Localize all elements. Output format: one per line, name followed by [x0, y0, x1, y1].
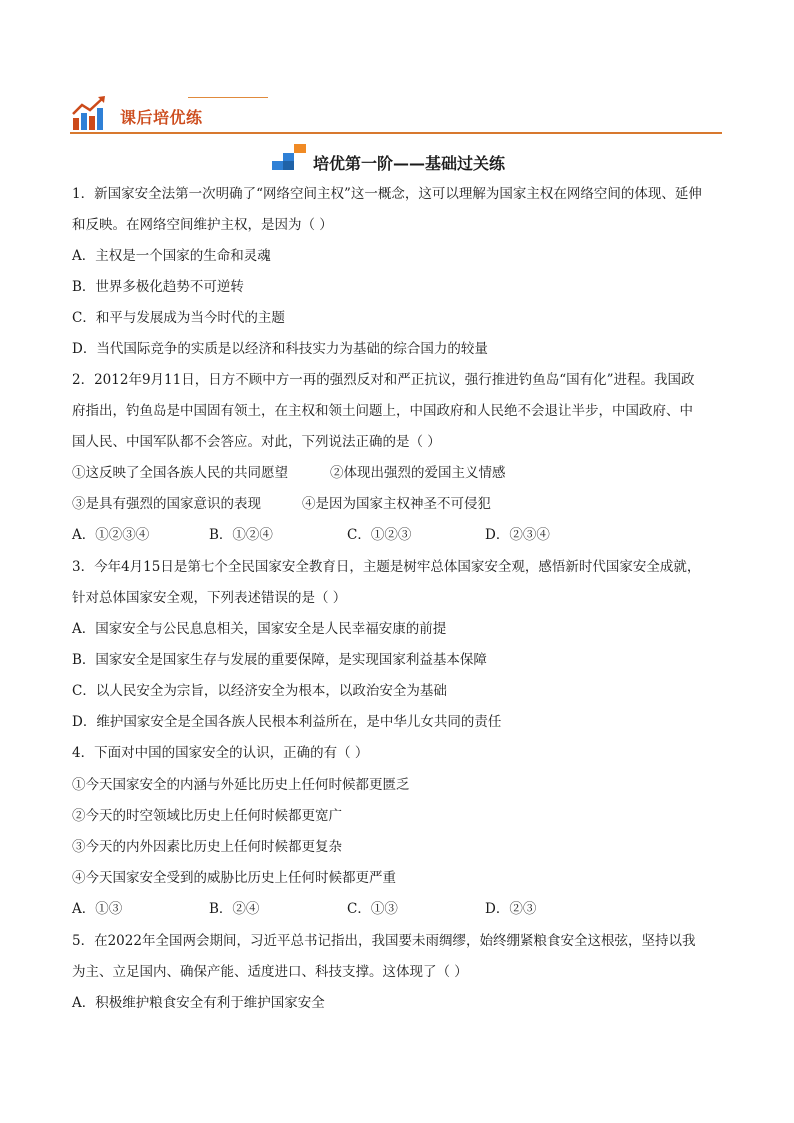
question-2-stem-line-1: 2．2012年9月11日，日方不顾中方一再的强烈反对和严正抗议，强行推进钓鱼岛“国有化”进程。我国政	[72, 372, 695, 388]
question-4-statement-3: ③今天的内外因素比历史上任何时候都更复杂	[72, 839, 342, 855]
question-1-option-d: D．当代国际竞争的实质是以经济和科技实力为基础的综合国力的较量	[72, 341, 488, 357]
question-3-option-a: A．国家安全与公民息息相关，国家安全是人民幸福安康的前提	[72, 621, 447, 637]
question-2-stem-line-3: 国人民、中国军队都不会答应。对此，下列说法正确的是（ ）	[72, 434, 441, 450]
question-4-option-b: B．②④	[209, 901, 260, 917]
header-rule	[70, 132, 722, 134]
question-3-option-b: B．国家安全是国家生存与发展的重要保障，是实现国家利益基本保障	[72, 652, 487, 668]
question-2-option-d: D．②③④	[485, 527, 550, 543]
question-1-option-a: A．主权是一个国家的生命和灵魂	[72, 248, 271, 264]
question-4-statement-2: ②今天的时空领域比历史上任何时候都更宽广	[72, 808, 342, 824]
question-5-option-a: A．积极维护粮食安全有利于维护国家安全	[72, 995, 325, 1011]
question-2-statement-2: ②体现出强烈的爱国主义情感	[330, 465, 506, 481]
question-2-statement-3: ③是具有强烈的国家意识的表现	[72, 496, 261, 512]
header-title: 课后培优练	[120, 108, 203, 127]
section-title: 培优第一阶——基础过关练	[313, 154, 506, 173]
question-4-stem: 4．下面对中国的国家安全的认识，正确的有（ ）	[72, 745, 369, 761]
question-1-stem-line-1: 1．新国家安全法第一次明确了“网络空间主权”这一概念，这可以理解为国家主权在网络空间的体现、延伸	[72, 186, 702, 202]
steps-icon	[272, 143, 308, 171]
question-1-option-c: C．和平与发展成为当今时代的主题	[72, 310, 285, 326]
question-2-option-b: B．①②④	[209, 527, 273, 543]
question-2-statement-4: ④是因为国家主权神圣不可侵犯	[302, 496, 491, 512]
question-2-option-a: A．①②③④	[72, 527, 150, 543]
question-4-option-d: D．②③	[485, 901, 537, 917]
question-2-statements-row-2	[72, 494, 732, 514]
question-3-option-d: D．维护国家安全是全国各族人民根本利益所在，是中华儿女共同的责任	[72, 714, 502, 730]
question-4-options	[72, 899, 732, 919]
question-2-statement-1: ①这反映了全国各族人民的共同愿望	[72, 465, 288, 481]
question-4-option-a: A．①③	[72, 901, 123, 917]
question-3-stem-line-2: 针对总体国家安全观，下列表述错误的是（ ）	[72, 590, 347, 606]
question-5-stem-line-1: 5．在2022年全国两会期间，习近平总书记指出，我国要未雨绸缪，始终绷紧粮食安全这根弦，坚持以我	[72, 933, 696, 949]
question-4-statement-1: ①今天国家安全的内涵与外延比历史上任何时候都更匮乏	[72, 777, 410, 793]
growth-chart-icon	[70, 94, 108, 132]
question-3-option-c: C．以人民安全为宗旨，以经济安全为根本，以政治安全为基础	[72, 683, 447, 699]
question-3-stem-line-1: 3．今年4月15日是第七个全民国家安全教育日，主题是树牢总体国家安全观，感悟新时代国家安全成就，	[72, 559, 701, 575]
question-1-option-b: B．世界多极化趋势不可逆转	[72, 279, 244, 295]
section-heading	[0, 143, 794, 179]
question-4-option-c: C．①③	[347, 901, 398, 917]
question-2-statements-row-1	[72, 463, 732, 483]
question-4-statement-4: ④今天国家安全受到的威胁比历史上任何时候都更严重	[72, 870, 396, 886]
header-accent-line	[188, 97, 268, 98]
question-2-options	[72, 525, 732, 545]
question-5-stem-line-2: 为主、立足国内、确保产能、适度进口、科技支撑。这体现了（ ）	[72, 964, 468, 980]
page-header	[70, 92, 722, 134]
question-2-option-c: C．①②③	[347, 527, 412, 543]
question-1-stem-line-2: 和反映。在网络空间维护主权，是因为（ ）	[72, 217, 333, 233]
question-2-stem-line-2: 府指出，钓鱼岛是中国固有领土，在主权和领土问题上，中国政府和人民绝不会退让半步，中国政府、中	[72, 403, 693, 419]
